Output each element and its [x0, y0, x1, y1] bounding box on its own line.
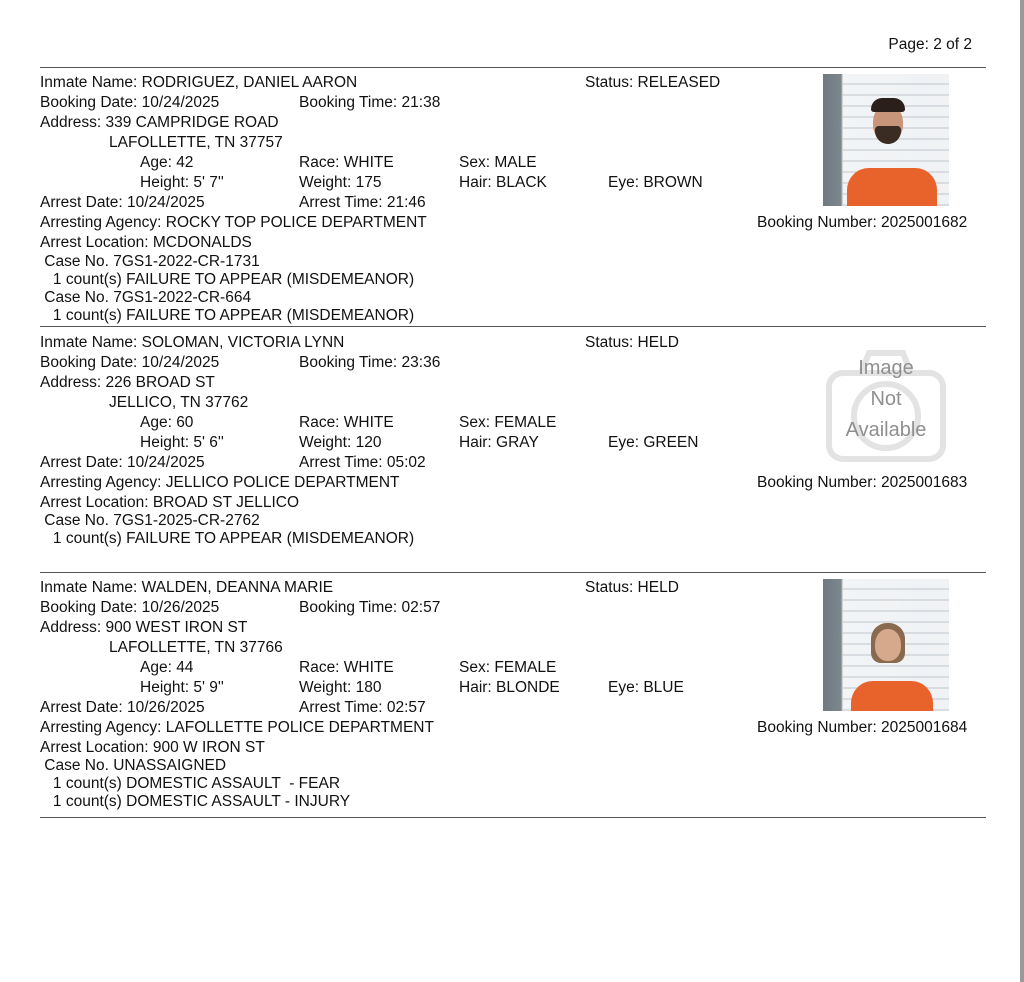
case-number: Case No. UNASSAIGNED — [40, 757, 227, 774]
arrest-date: Arrest Date: 10/24/2025 — [40, 454, 205, 471]
age: Age: 44 — [140, 659, 194, 676]
booking-number: Booking Number: 2025001684 — [757, 719, 968, 736]
arrest-time: Arrest Time: 02:57 — [299, 699, 426, 716]
race: Race: WHITE — [299, 154, 394, 171]
charge-line: 1 count(s) FAILURE TO APPEAR (MISDEMEANOR) — [40, 530, 415, 547]
hair: Hair: BLONDE — [459, 679, 560, 696]
address-line-2: LAFOLLETTE, TN 37757 — [109, 134, 283, 151]
mugshot-photo — [823, 579, 949, 711]
sex: Sex: FEMALE — [459, 414, 557, 431]
height: Height: 5' 9'' — [140, 679, 224, 696]
charge-line: 1 count(s) FAILURE TO APPEAR (MISDEMEANOR) — [40, 307, 415, 324]
height: Height: 5' 7'' — [140, 174, 224, 191]
divider — [40, 326, 986, 327]
weight: Weight: 175 — [299, 174, 382, 191]
hair: Hair: GRAY — [459, 434, 539, 451]
sex: Sex: MALE — [459, 154, 537, 171]
arrest-date: Arrest Date: 10/26/2025 — [40, 699, 205, 716]
arrest-date: Arrest Date: 10/24/2025 — [40, 194, 205, 211]
case-number: Case No. 7GS1-2025-CR-2762 — [40, 512, 260, 529]
page-edge — [1020, 0, 1024, 982]
inmate-name: Inmate Name: RODRIGUEZ, DANIEL AARON — [40, 74, 358, 91]
race: Race: WHITE — [299, 659, 394, 676]
sex: Sex: FEMALE — [459, 659, 557, 676]
eye: Eye: GREEN — [608, 434, 699, 451]
inmate-name: Inmate Name: SOLOMAN, VICTORIA LYNN — [40, 334, 345, 351]
booking-time: Booking Time: 23:36 — [299, 354, 441, 371]
weight: Weight: 180 — [299, 679, 382, 696]
address-line-1: Address: 226 BROAD ST — [40, 374, 215, 391]
weight: Weight: 120 — [299, 434, 382, 451]
arrest-time: Arrest Time: 21:46 — [299, 194, 426, 211]
image-not-available-placeholder — [823, 335, 949, 467]
status: Status: RELEASED — [585, 74, 721, 91]
arrest-time: Arrest Time: 05:02 — [299, 454, 426, 471]
status: Status: HELD — [585, 579, 679, 596]
age: Age: 42 — [140, 154, 194, 171]
arresting-agency: Arresting Agency: LAFOLLETTE POLICE DEPARTMENT — [40, 719, 434, 736]
arrest-location: Arrest Location: BROAD ST JELLICO — [40, 494, 300, 511]
inmate-name: Inmate Name: WALDEN, DEANNA MARIE — [40, 579, 334, 596]
page-number: Page: 2 of 2 — [888, 36, 972, 53]
age: Age: 60 — [140, 414, 194, 431]
divider — [40, 67, 986, 68]
charge-line: 1 count(s) DOMESTIC ASSAULT - INJURY — [40, 793, 351, 810]
booking-time: Booking Time: 02:57 — [299, 599, 441, 616]
arrest-location: Arrest Location: 900 W IRON ST — [40, 739, 265, 756]
booking-time: Booking Time: 21:38 — [299, 94, 441, 111]
hair: Hair: BLACK — [459, 174, 547, 191]
eye: Eye: BLUE — [608, 679, 684, 696]
placeholder-text: Image — [858, 357, 914, 379]
race: Race: WHITE — [299, 414, 394, 431]
status: Status: HELD — [585, 334, 679, 351]
booking-date: Booking Date: 10/24/2025 — [40, 94, 220, 111]
divider — [40, 817, 986, 818]
booking-date: Booking Date: 10/26/2025 — [40, 599, 220, 616]
case-number: Case No. 7GS1-2022-CR-664 — [40, 289, 252, 306]
placeholder-text: Available — [845, 419, 927, 441]
arresting-agency: Arresting Agency: JELLICO POLICE DEPARTMENT — [40, 474, 400, 491]
divider — [40, 572, 986, 573]
eye: Eye: BROWN — [608, 174, 703, 191]
address-line-1: Address: 339 CAMPRIDGE ROAD — [40, 114, 279, 131]
placeholder-text: Not — [870, 388, 902, 410]
height: Height: 5' 6'' — [140, 434, 224, 451]
mugshot-photo — [823, 74, 949, 206]
address-line-2: LAFOLLETTE, TN 37766 — [109, 639, 283, 656]
booking-number: Booking Number: 2025001683 — [757, 474, 968, 491]
case-number: Case No. 7GS1-2022-CR-1731 — [40, 253, 260, 270]
address-line-1: Address: 900 WEST IRON ST — [40, 619, 248, 636]
address-line-2: JELLICO, TN 37762 — [109, 394, 249, 411]
booking-date: Booking Date: 10/24/2025 — [40, 354, 220, 371]
charge-line: 1 count(s) DOMESTIC ASSAULT - FEAR — [40, 775, 341, 792]
arrest-location: Arrest Location: MCDONALDS — [40, 234, 252, 251]
arresting-agency: Arresting Agency: ROCKY TOP POLICE DEPARTMENT — [40, 214, 427, 231]
charge-line: 1 count(s) FAILURE TO APPEAR (MISDEMEANOR) — [40, 271, 415, 288]
booking-number: Booking Number: 2025001682 — [757, 214, 968, 231]
